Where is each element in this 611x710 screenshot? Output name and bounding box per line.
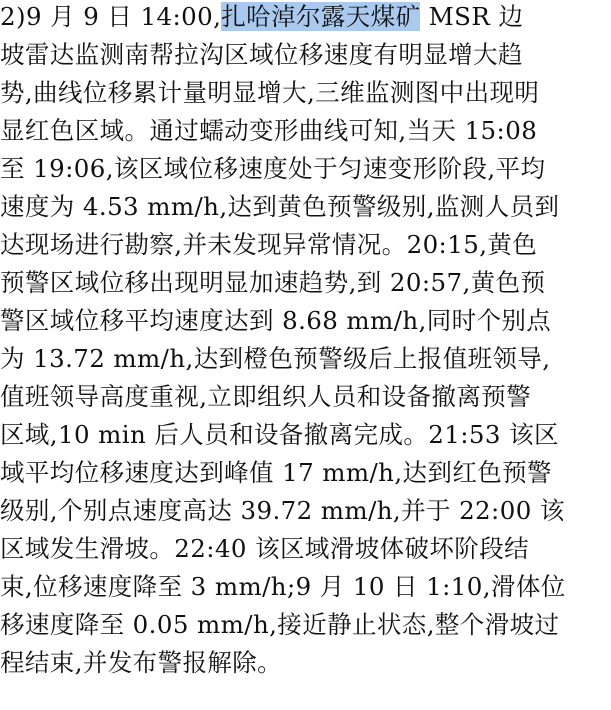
text-line-18: 程结束,并发布警报解除。 (0, 648, 283, 677)
text-segment: MSR 边 (420, 2, 524, 31)
text-line-8: 预警区域位移出现明显加速趋势,到 20:57,黄色预 (0, 268, 546, 297)
text-line-10: 为 13.72 mm/h,达到橙色预警级后上报值班领导, (0, 344, 551, 373)
text-line-3: 势,曲线位移累计量明显增大,三维监测图中出现明 (0, 78, 540, 107)
text-line-2: 坡雷达监测南帮拉沟区域位移速度有明显增大趋 (0, 40, 523, 69)
text-line-1 (0, 0, 611, 34)
text-line-5: 至 19:06,该区域位移速度处于匀速变形阶段,平均 (0, 154, 546, 183)
text-line-7: 达现场进行勘察,并未发现异常情况。20:15,黄色 (0, 230, 538, 259)
text-line-17: 移速度降至 0.05 mm/h,接近静止状态,整个滑坡过 (0, 610, 560, 639)
text-line-12: 区域,10 min 后人员和设备撤离完成。21:53 该区 (0, 420, 559, 449)
text-line-4: 显红色区域。通过蠕动变形曲线可知,当天 15:08 (0, 116, 538, 145)
text-line-9: 警区域位移平均速度达到 8.68 mm/h,同时个别点 (0, 306, 552, 335)
text-segment: 2)9 月 9 日 14:00, (0, 2, 222, 31)
text-line-11: 值班领导高度重视,立即组织人员和设备撤离预警 (0, 382, 532, 411)
text-line-15: 区域发生滑坡。22:40 该区域滑坡体破坏阶段结 (0, 534, 529, 563)
text-line-13: 域平均位移速度达到峰值 17 mm/h,达到红色预警 (0, 458, 552, 487)
text-line-14: 级别,个别点速度高达 39.72 mm/h,并于 22:00 该 (0, 496, 565, 525)
selected-text-highlight[interactable]: 扎哈淖尔露天煤矿 (221, 2, 421, 31)
text-line-16: 束,位移速度降至 3 mm/h;9 月 10 日 1:10,滑体位 (0, 572, 566, 601)
text-line-6: 速度为 4.53 mm/h,达到黄色预警级别,监测人员到 (0, 192, 560, 221)
